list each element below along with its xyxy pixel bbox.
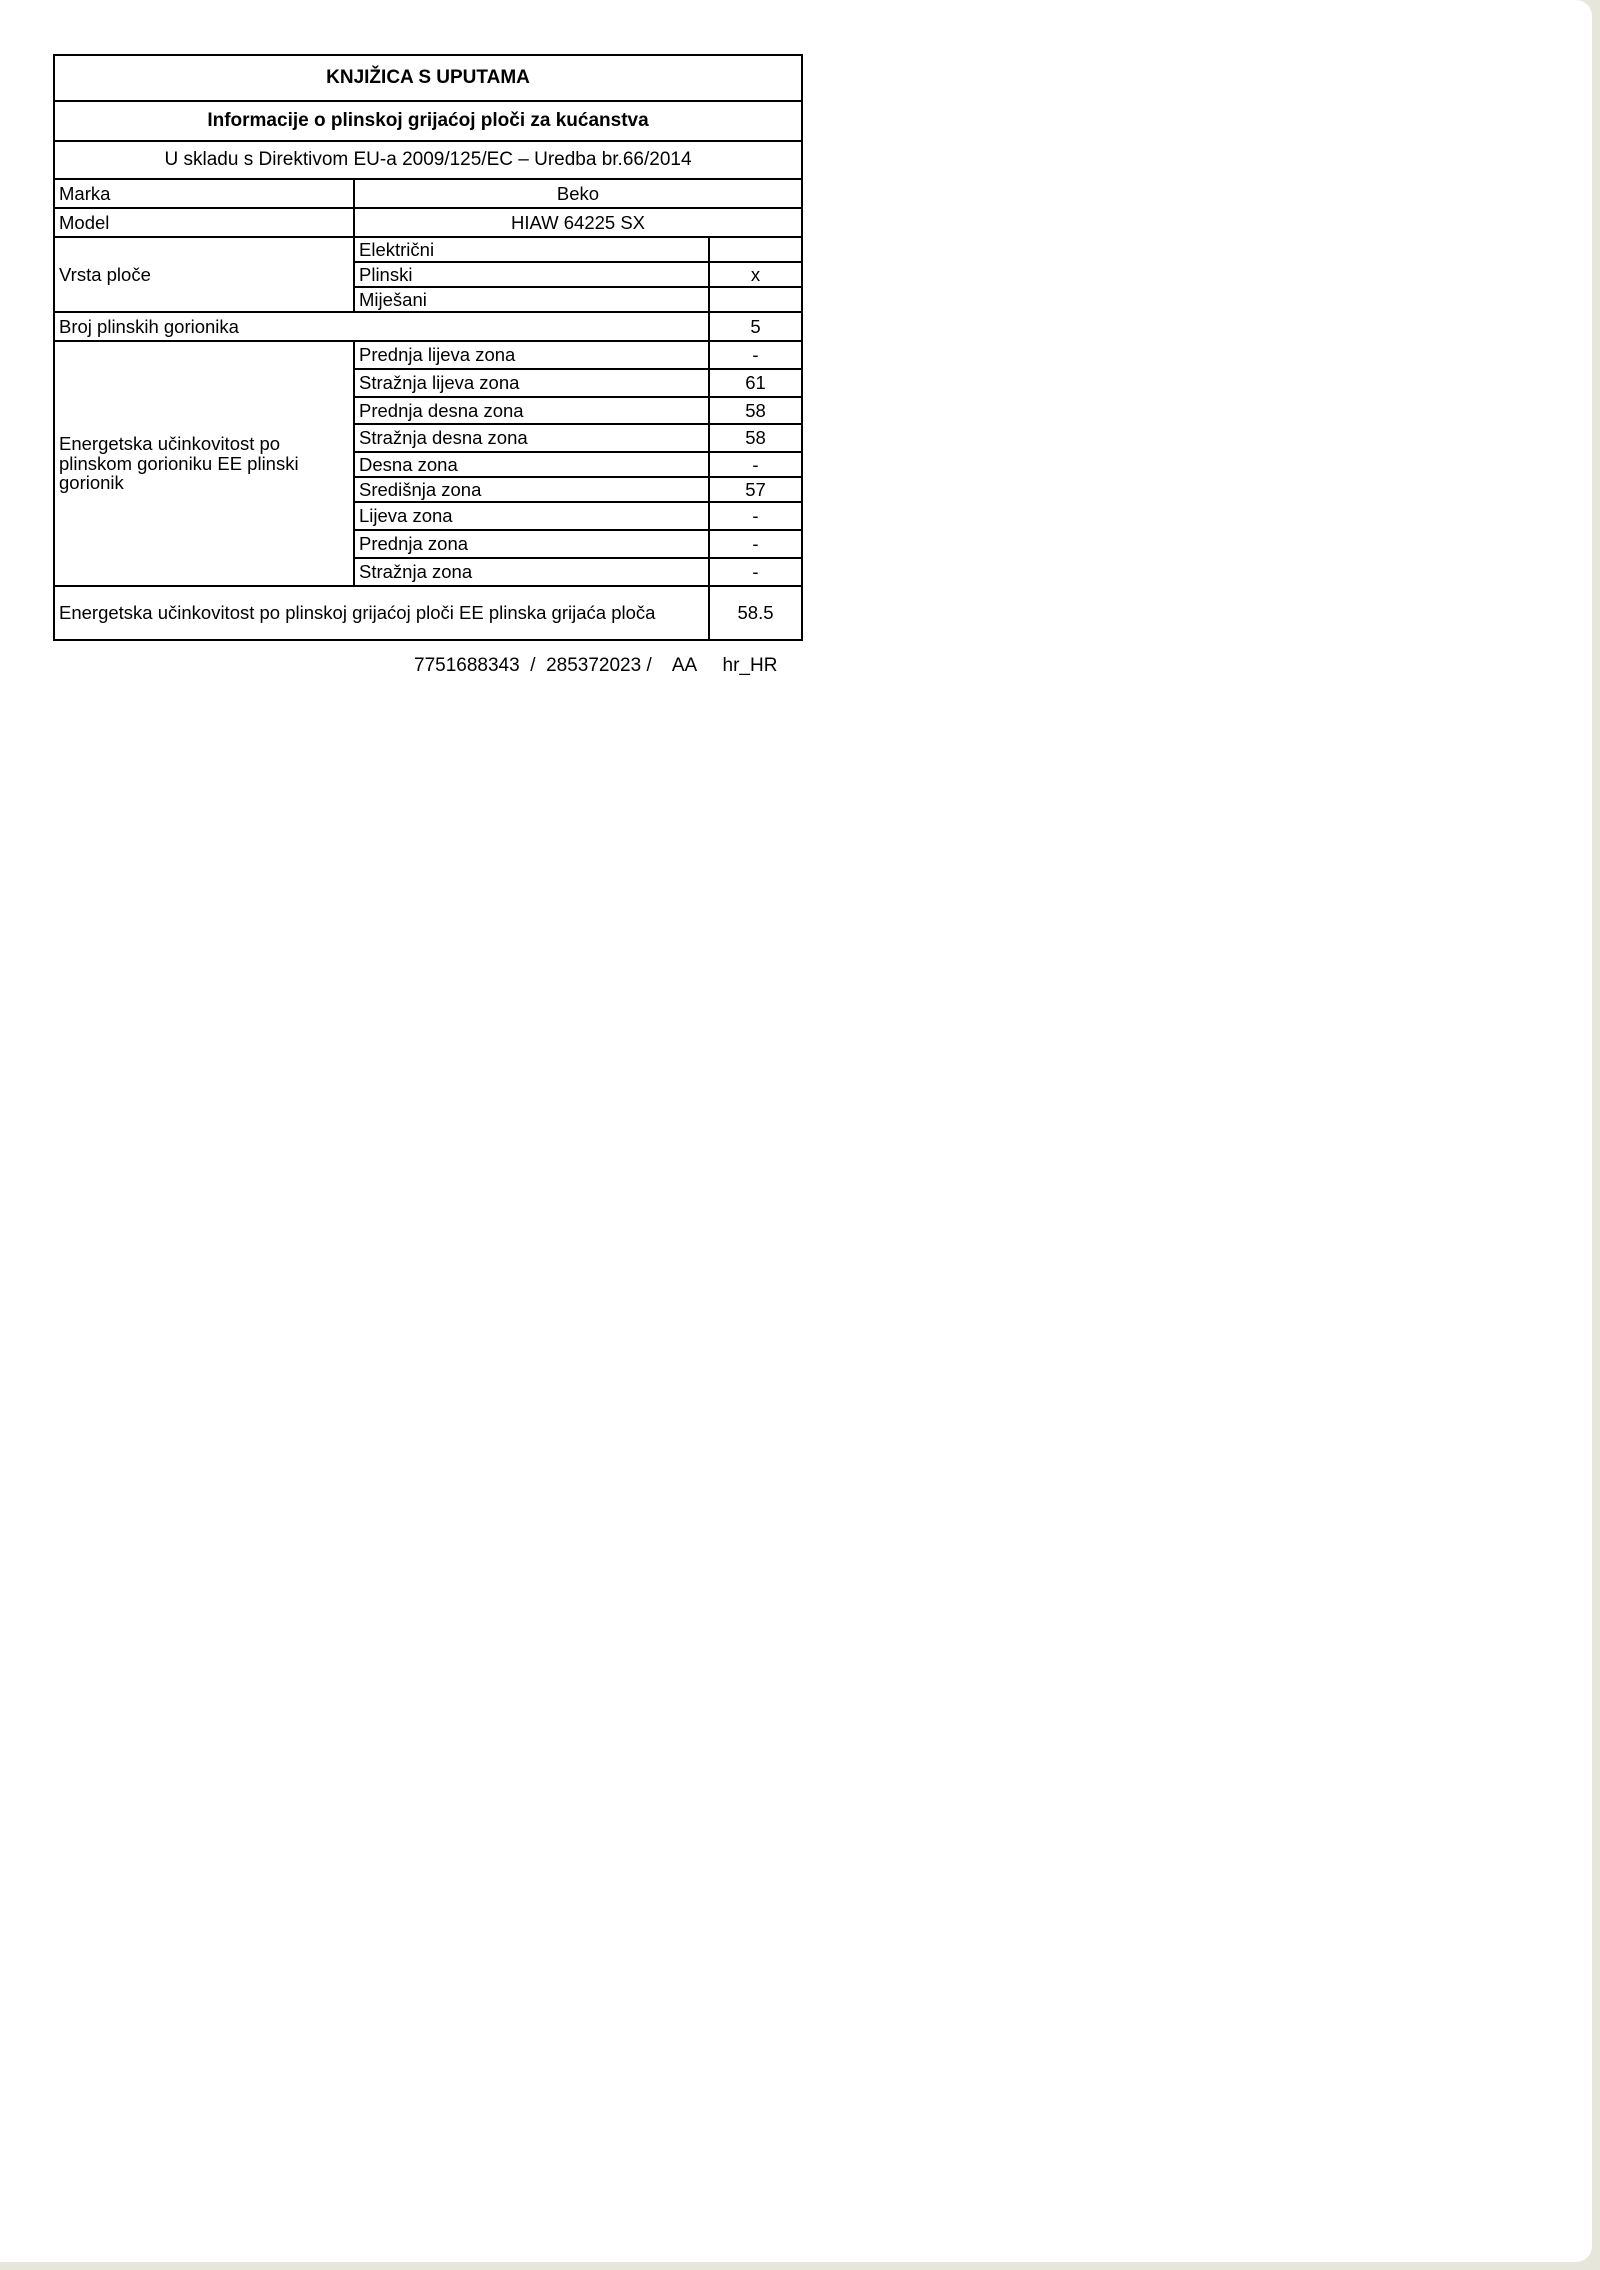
document-footer: 7751688343 / 285372023 / AA hr_HR	[414, 655, 778, 676]
model-value: HIAW 64225 SX	[354, 208, 802, 237]
zone-label: Stražnja desna zona	[354, 424, 709, 452]
brand-label: Marka	[54, 179, 354, 208]
zone-value: 57	[709, 477, 802, 502]
hob-type-option-value	[709, 287, 802, 312]
zone-value: 58	[709, 397, 802, 424]
burner-efficiency-label: Energetska učinkovitost po plinskom gorioniku EE plinski gorionik	[54, 341, 354, 586]
zone-value: -	[709, 530, 802, 558]
hob-type-option-label: Miješani	[354, 287, 709, 312]
zone-value: -	[709, 558, 802, 586]
brand-value: Beko	[354, 179, 802, 208]
zone-label: Lijeva zona	[354, 502, 709, 530]
hob-type-option-label: Električni	[354, 237, 709, 262]
zone-label: Središnja zona	[354, 477, 709, 502]
footer-code-2: 285372023	[546, 655, 642, 676]
hob-type-option-label: Plinski	[354, 262, 709, 287]
hob-efficiency-label: Energetska učinkovitost po plinskoj grijaćoj ploči EE plinska grijaća ploča	[54, 586, 709, 640]
document-title: KNJIŽICA S UPUTAMA	[54, 55, 802, 101]
footer-code-1: 7751688343	[414, 655, 520, 676]
document-subtitle: Informacije o plinskoj grijaćoj ploči za kućanstva	[54, 101, 802, 141]
zone-label: Prednja desna zona	[354, 397, 709, 424]
footer-code-3: AA	[671, 655, 697, 676]
zone-value: 58	[709, 424, 802, 452]
product-fiche	[53, 54, 801, 641]
product-fiche-table	[53, 54, 803, 641]
zone-label: Stražnja zona	[354, 558, 709, 586]
zone-label: Prednja zona	[354, 530, 709, 558]
zone-label: Stražnja lijeva zona	[354, 369, 709, 397]
hob-type-option-value	[709, 237, 802, 262]
footer-locale: hr_HR	[722, 655, 778, 676]
regulation-note: U skladu s Direktivom EU-a 2009/125/EC – Uredba br.66/2014	[54, 141, 802, 179]
model-label: Model	[54, 208, 354, 237]
zone-value: -	[709, 341, 802, 369]
burner-count-value: 5	[709, 312, 802, 341]
hob-type-label: Vrsta ploče	[54, 237, 354, 312]
zone-label: Desna zona	[354, 452, 709, 477]
hob-type-option-value: x	[709, 262, 802, 287]
zone-value: 61	[709, 369, 802, 397]
burner-count-label: Broj plinskih gorionika	[54, 312, 709, 341]
zone-value: -	[709, 452, 802, 477]
zone-value: -	[709, 502, 802, 530]
hob-efficiency-value: 58.5	[709, 586, 802, 640]
zone-label: Prednja lijeva zona	[354, 341, 709, 369]
